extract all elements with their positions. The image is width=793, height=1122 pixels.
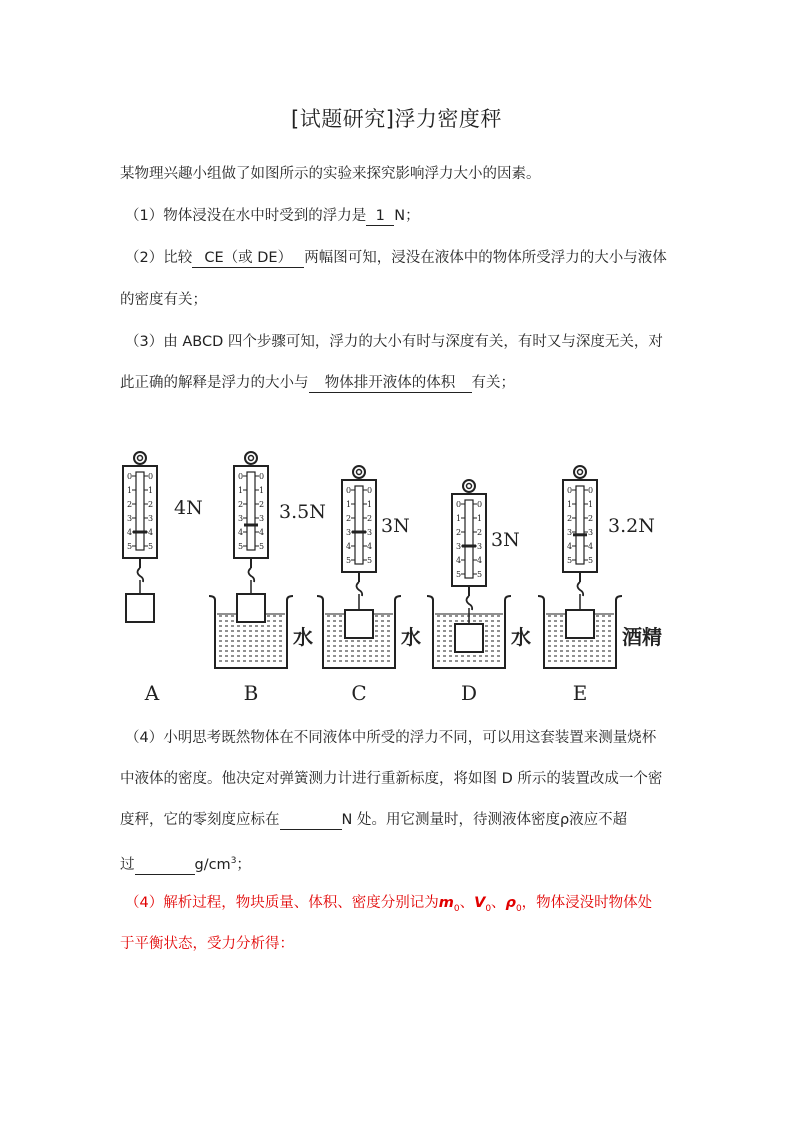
hanging-ring [574,466,586,478]
scale-tick-label: 0 [588,486,594,495]
q4-end: ； [236,856,251,873]
scale-tick-label: 0 [567,486,573,495]
q3-text-cont: 有关； [471,375,515,391]
question-4-line3 [120,810,680,830]
hanging-ring [463,480,475,492]
scale-tick-label: 0 [259,472,265,481]
object-block [345,610,373,638]
scale-tick-label: 1 [477,514,483,523]
scale-tick-label: 5 [127,542,133,551]
analysis-line2: 于平衡状态，受力分析得： [120,936,294,952]
var-v-sub: 0 [485,903,492,914]
object-block [237,594,265,622]
q1-answer: 1 [366,207,394,226]
var-rho: ρ [505,895,516,911]
sep-1: 、 [459,895,475,911]
hanging-ring [134,452,146,464]
hook [357,582,363,596]
question-2-line2: 的密度有关； [120,292,207,308]
scale-tick-label: 1 [588,500,594,509]
q4-text-over: 过 [120,856,135,873]
scale-tick-label: 5 [367,556,373,565]
scale-tick-label: 2 [346,514,352,523]
question-2 [125,248,685,268]
force-reading: 3N [491,529,520,551]
panel-letter: B [243,681,259,705]
scale-tick-label: 0 [238,472,244,481]
question-4-line2: 中液体的密度。他决定对弹簧测力计进行重新标度，将如图 D 所示的装置改成一个密 [120,771,663,787]
q4-blank-density [135,856,195,875]
scale-tick-label: 0 [346,486,352,495]
hanging-ring [353,466,365,478]
scale-tick-label: 2 [588,514,594,523]
scale-tick-label: 1 [367,500,373,509]
panel-e [538,466,662,705]
experiment-figure [112,442,672,708]
var-rho-sub: 0 [515,903,522,914]
scale-tick-label: 2 [477,528,483,537]
scale-tick-label: 2 [127,500,133,509]
q3-answer: 物体排开液体的体积 [309,374,472,393]
scale-tick-label: 2 [238,500,244,509]
hook [138,568,144,582]
hook [467,596,473,610]
force-reading: 3N [381,515,410,537]
scale-tick-label: 2 [367,514,373,523]
scale-tick-label: 3 [456,542,462,551]
question-4-line4 [120,851,680,875]
scale-tick-label: 4 [238,528,244,537]
panel-letter: C [351,681,367,705]
panel-a [123,452,203,705]
hook [249,568,255,582]
scale-tick-label: 4 [127,528,133,537]
scale-tick-label: 5 [259,542,265,551]
panel-c [317,466,421,705]
scale-tick-label: 3 [148,514,154,523]
scale-pointer [133,531,147,534]
sep-2: 、 [491,895,506,911]
panel-letter: D [460,681,478,705]
scale-tick-label: 5 [567,556,573,565]
question-1 [125,206,685,226]
scale-tick-label: 3 [367,528,373,537]
analysis-text: （4）解析过程，物块质量、体积、密度分别记为 [125,895,439,911]
question-3: （3）由 ABCD 四个步骤可知，浮力的大小有时与深度有关，有时又与深度无关，对 [125,334,663,350]
scale-tick-label: 1 [127,486,133,495]
var-m: m [438,895,454,911]
liquid-label: 水 [293,625,313,649]
q2-text-cont: 两幅图可知，浸没在液体中的物体所受浮力的大小与液体 [304,250,667,266]
scale-pointer [244,524,258,527]
intro-text: 某物理兴趣小组做了如图所示的实验来探究影响浮力大小的因素。 [120,166,541,182]
liquid-label: 水 [511,625,531,649]
q1-unit: N； [394,208,420,224]
scale-pointer [462,545,476,548]
scale-tick-label: 1 [456,514,462,523]
object-block [566,610,594,638]
panel-letter: A [144,681,160,705]
scale-tick-label: 2 [148,500,154,509]
scale-tick-label: 5 [456,570,462,579]
force-reading: 3.5N [279,501,326,523]
page-title: [试题研究]浮力密度秤 [291,107,502,131]
q4-text-cont: N 处。用它测量时，待测液体密度ρ液应不超 [341,812,628,828]
scale-tick-label: 3 [238,514,244,523]
q4-text: 度秤，它的零刻度应标在 [120,812,280,828]
q4-unit-sup: 3 [230,856,237,866]
scale-tick-label: 3 [567,528,573,537]
scale-tick-label: 5 [238,542,244,551]
scale-tick-label: 3 [346,528,352,537]
scale-tick-label: 3 [259,514,265,523]
scale-tick-label: 1 [238,486,244,495]
scale-tick-label: 3 [588,528,594,537]
scale-tick-label: 5 [588,556,594,565]
scale-tick-label: 5 [148,542,154,551]
scale-tick-label: 5 [477,570,483,579]
scale-tick-label: 3 [127,514,133,523]
scale-tick-label: 4 [367,542,373,551]
q1-text: （1）物体浸没在水中时受到的浮力是 [125,208,367,224]
scale-pointer [573,533,587,536]
scale-tick-label: 1 [148,486,154,495]
scale-tick-label: 1 [259,486,265,495]
question-4: （4）小明思考既然物体在不同液体中所受的浮力不同，可以用这套装置来测量烧杯 [125,730,657,746]
scale-tick-label: 0 [148,472,154,481]
q2-answer: CE（或 DE） [192,249,304,268]
question-3-line2 [120,373,680,393]
scale-tick-label: 1 [567,500,573,509]
panel-d [427,480,531,705]
scale-tick-label: 3 [477,542,483,551]
hook [578,582,584,596]
liquid-label: 水 [401,625,421,649]
scale-tick-label: 2 [567,514,573,523]
object-block [455,624,483,652]
analysis-text-cont: ，物体浸没时物体处 [521,895,653,911]
scale-tick-label: 2 [456,528,462,537]
var-m-sub: 0 [453,903,460,914]
scale-tick-label: 4 [259,528,265,537]
scale-tick-label: 0 [367,486,373,495]
scale-tick-label: 0 [127,472,133,481]
scale-tick-label: 2 [259,500,265,509]
object-block [126,594,154,622]
scale-tick-label: 0 [456,500,462,509]
panel-letter: E [572,681,588,705]
q4-unit: g/cm [194,856,231,873]
scale-tick-label: 5 [346,556,352,565]
force-reading: 4N [174,497,203,519]
q3-text: 此正确的解释是浮力的大小与 [120,375,309,391]
analysis-line1 [125,893,685,919]
scale-tick-label: 4 [567,542,573,551]
scale-tick-label: 1 [346,500,352,509]
var-v: V [474,895,486,911]
scale-tick-label: 4 [346,542,352,551]
scale-tick-label: 0 [477,500,483,509]
hanging-ring [245,452,257,464]
scale-tick-label: 4 [148,528,154,537]
q4-blank-zero [280,811,342,830]
scale-tick-label: 4 [456,556,462,565]
force-reading: 3.2N [608,515,655,537]
scale-pointer [352,531,366,534]
scale-tick-label: 4 [588,542,594,551]
liquid-label: 酒精 [622,625,662,649]
scale-tick-label: 4 [477,556,483,565]
panel-b [209,452,326,705]
q2-text: （2）比较 [125,250,193,266]
